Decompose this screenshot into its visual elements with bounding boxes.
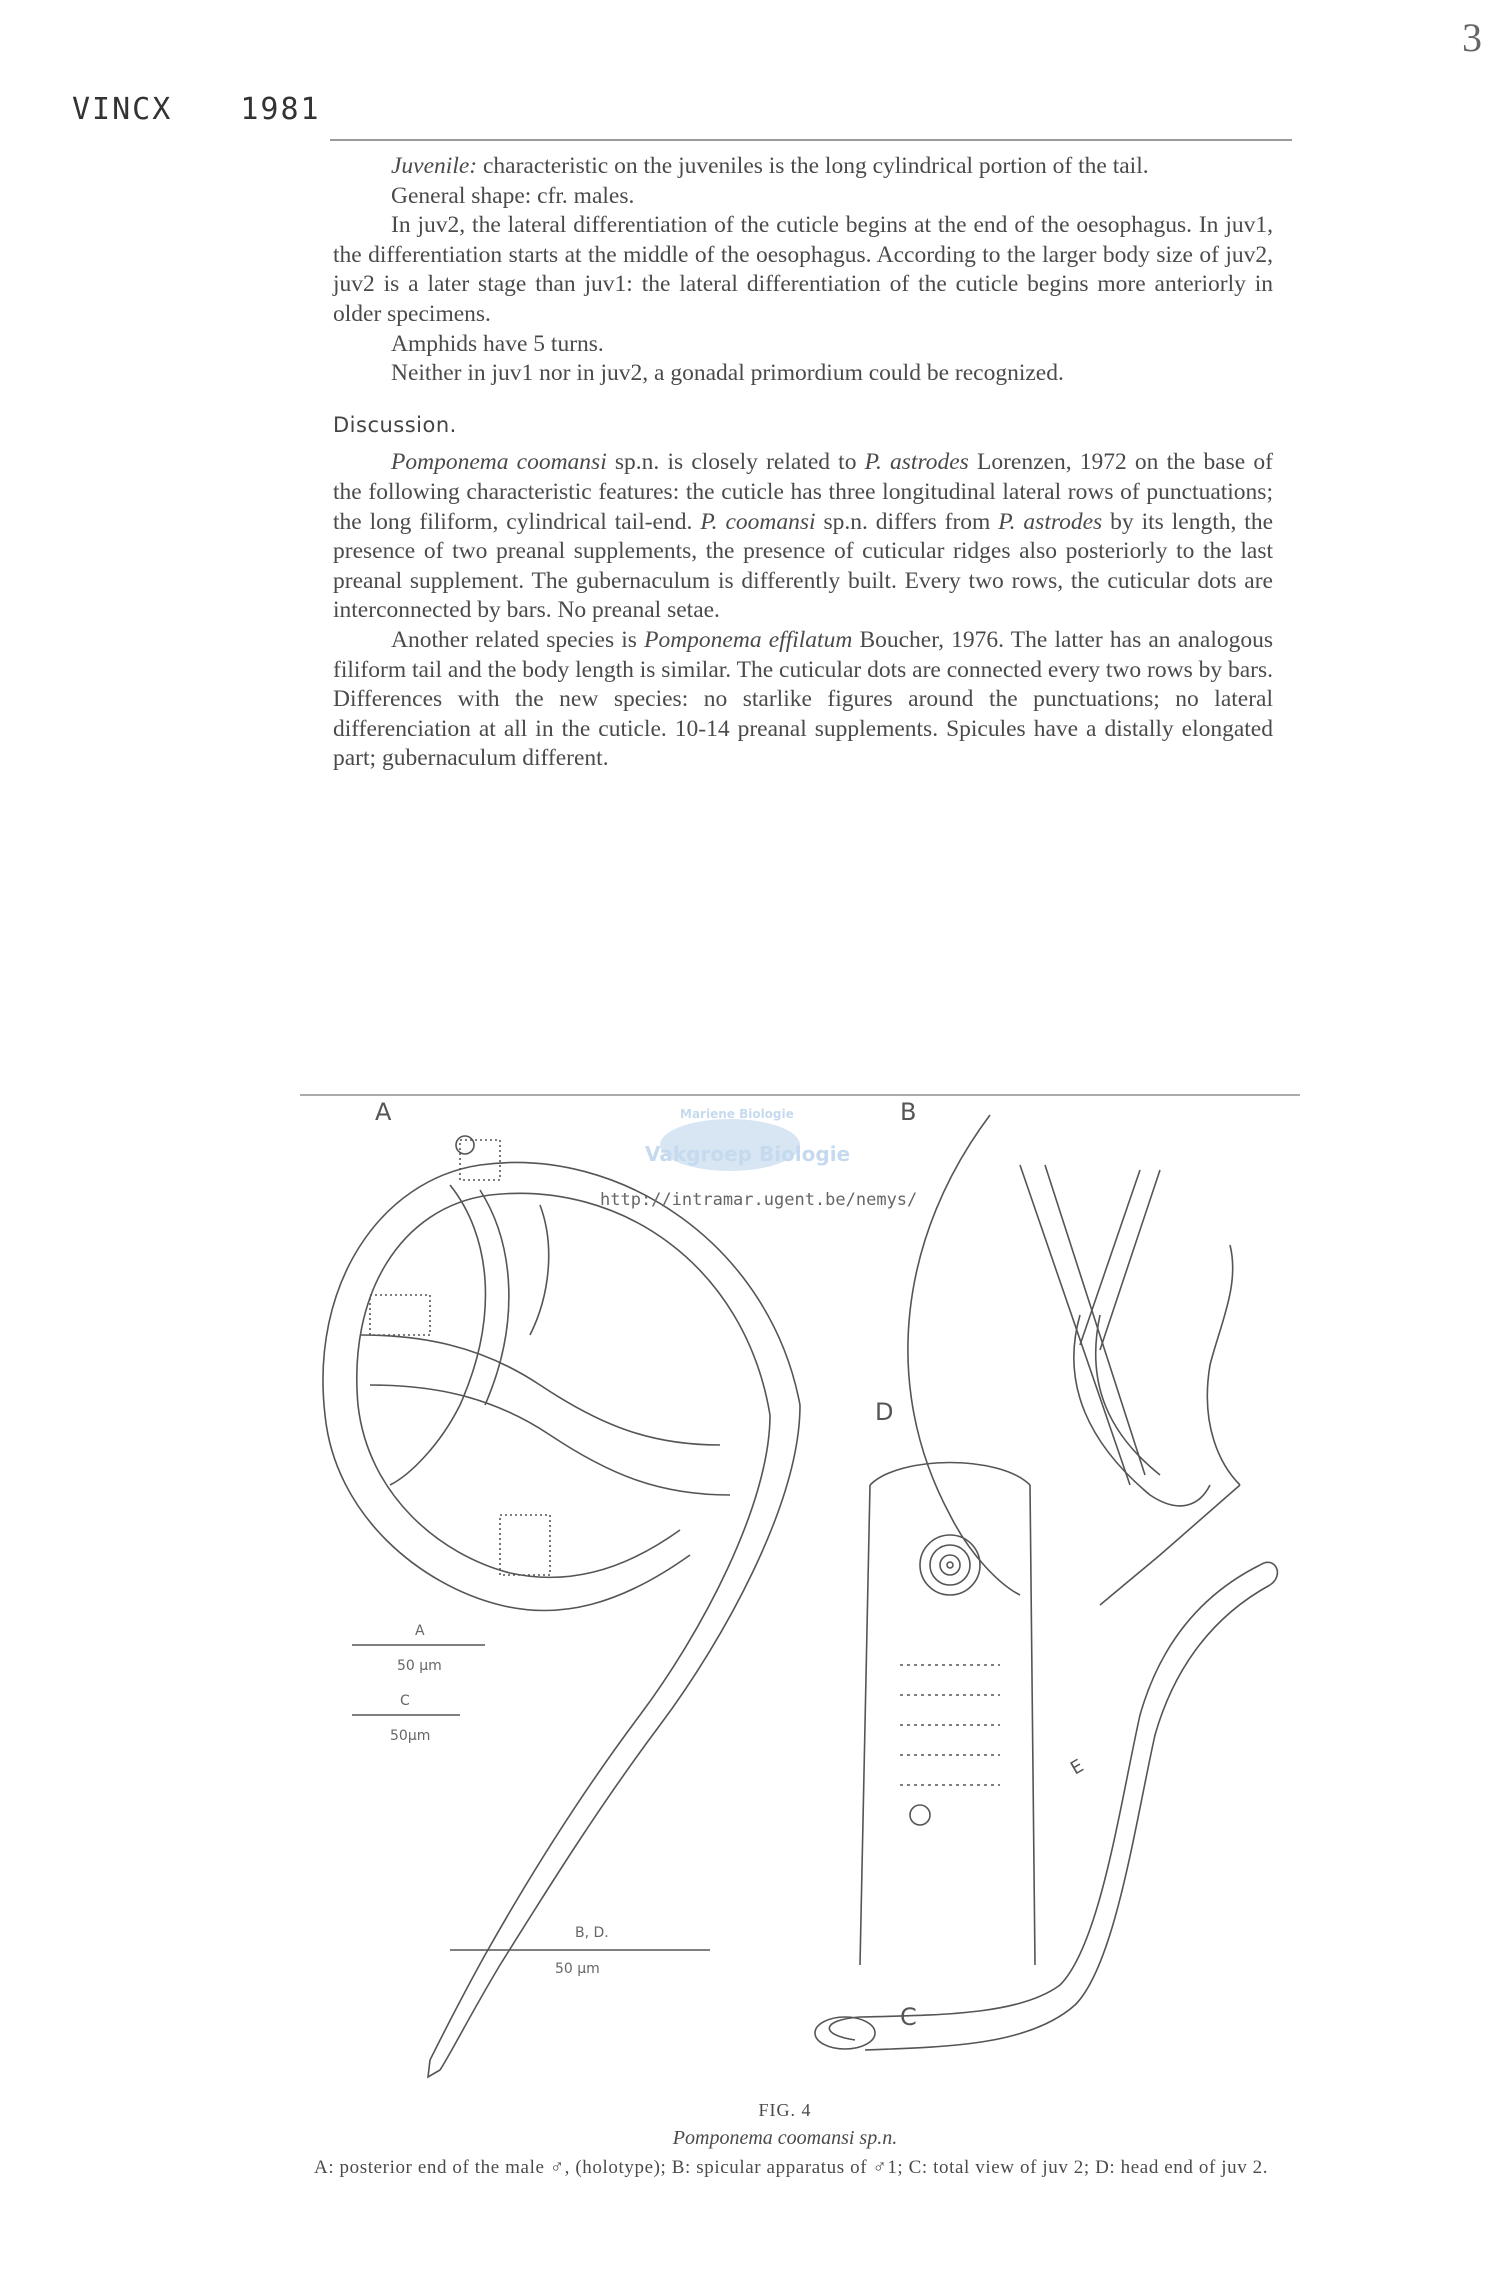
species-name: P. coomansi <box>700 508 816 535</box>
scale-c-value: 50μm <box>390 1728 431 1744</box>
discussion-text: sp.n. differs from <box>815 508 999 535</box>
juvenile-label: Juvenile: <box>391 153 478 179</box>
panel-label-d: D <box>875 1398 894 1426</box>
species-name: P. astrodes <box>998 508 1103 535</box>
watermark-main-text: Vakgroep Biologie <box>645 1142 851 1166</box>
figure-legend: A: posterior end of the male ♂, (holotype); B: spicular apparatus of ♂1; C: total view of juv 2; D: head end of juv 2. <box>314 2157 1269 2178</box>
discussion-paragraph-2 <box>333 626 1273 774</box>
running-head-year: 1981 <box>240 92 321 127</box>
figure-caption <box>300 2100 1270 2178</box>
watermark-top-text: Mariene Biologie <box>680 1107 794 1121</box>
discussion-text: Another related species is <box>391 626 645 653</box>
figure-label: FIG. 4 <box>758 2100 812 2120</box>
figure-title: Pomponema coomansi sp.n. <box>672 2127 898 2149</box>
header-rule <box>330 139 1292 141</box>
lateral-differentiation-paragraph: In juv2, the lateral differentiation of the cuticle begins at the end of the oesophagus. In juv1, the differentiation starts at the middle of the oesophagus. According to the larger body size of juv2, juv2 is a later stage than juv1: the lateral differentiation of the cuticle begins more anteriorly in older specimens. <box>333 212 1273 327</box>
scale-bd-value: 50 μm <box>555 1961 600 1977</box>
discussion-heading: Discussion. <box>333 412 457 437</box>
scale-c-label: C <box>400 1693 410 1709</box>
panel-b-drawing <box>908 1115 1240 1605</box>
discussion-text: by its length, the presence of two preanal supplements, the presence of cuticular ridges also posteriorly to the last preanal supplement. The gubernaculum is differently built. Every two rows, the cuticular dots are interconnected by bars. No preanal setae. <box>333 508 1273 624</box>
discussion-text: sp.n. is closely related to <box>606 449 865 476</box>
amphids-paragraph: Amphids have 5 turns. <box>391 330 604 357</box>
panel-c-drawing <box>815 1562 1277 2050</box>
scale-bd-label: B, D. <box>575 1925 609 1941</box>
species-name: Pomponema coomansi <box>391 449 607 476</box>
discussion-text: Boucher, 1976. The latter has an analogous filiform tail and the body length is similar. The cuticular dots are connected every two rows by bars. Differences with the new species: no starlike figures around the punctuations; no lateral differenciation at all in the cuticle. 10-14 preanal supplements. Spicules have a distally elongated part; gubernaculum different. <box>333 626 1273 772</box>
juvenile-paragraph <box>333 152 1273 182</box>
species-name: Pomponema effilatum <box>644 626 853 653</box>
discussion-text: Lorenzen, 1972 on the base of the following characteristic features: the cuticle has three longitudinal lateral rows of punctuations; the long filiform, cylindrical tail-end. <box>333 449 1273 535</box>
figure-4-drawing <box>300 1085 1300 2095</box>
panel-label-c: C <box>900 2003 917 2031</box>
text-column <box>333 152 1273 774</box>
panel-label-b: B <box>900 1098 917 1126</box>
discussion-paragraph-1 <box>333 448 1273 626</box>
running-head <box>72 92 369 127</box>
watermark-url: http://intramar.ugent.be/nemys/ <box>600 1190 918 1210</box>
panel-a-drawing <box>323 1136 800 2077</box>
panel-label-e: E <box>1067 1755 1088 1780</box>
panel-label-a: A <box>375 1098 392 1126</box>
scale-a-value: 50 μm <box>397 1658 442 1674</box>
general-shape-paragraph: General shape: cfr. males. <box>391 182 635 209</box>
page-number-fragment: 3 <box>1462 15 1482 60</box>
gonadal-paragraph: Neither in juv1 nor in juv2, a gonadal primordium could be recognized. <box>391 360 1064 387</box>
running-head-author: VINCX <box>72 92 173 127</box>
juvenile-text: characteristic on the juveniles is the long cylindrical portion of the tail. <box>477 153 1149 179</box>
watermark <box>645 1107 850 1171</box>
species-name: P. astrodes <box>864 449 969 476</box>
panel-d-drawing <box>860 1463 1035 1966</box>
scale-a-label: A <box>415 1623 425 1639</box>
